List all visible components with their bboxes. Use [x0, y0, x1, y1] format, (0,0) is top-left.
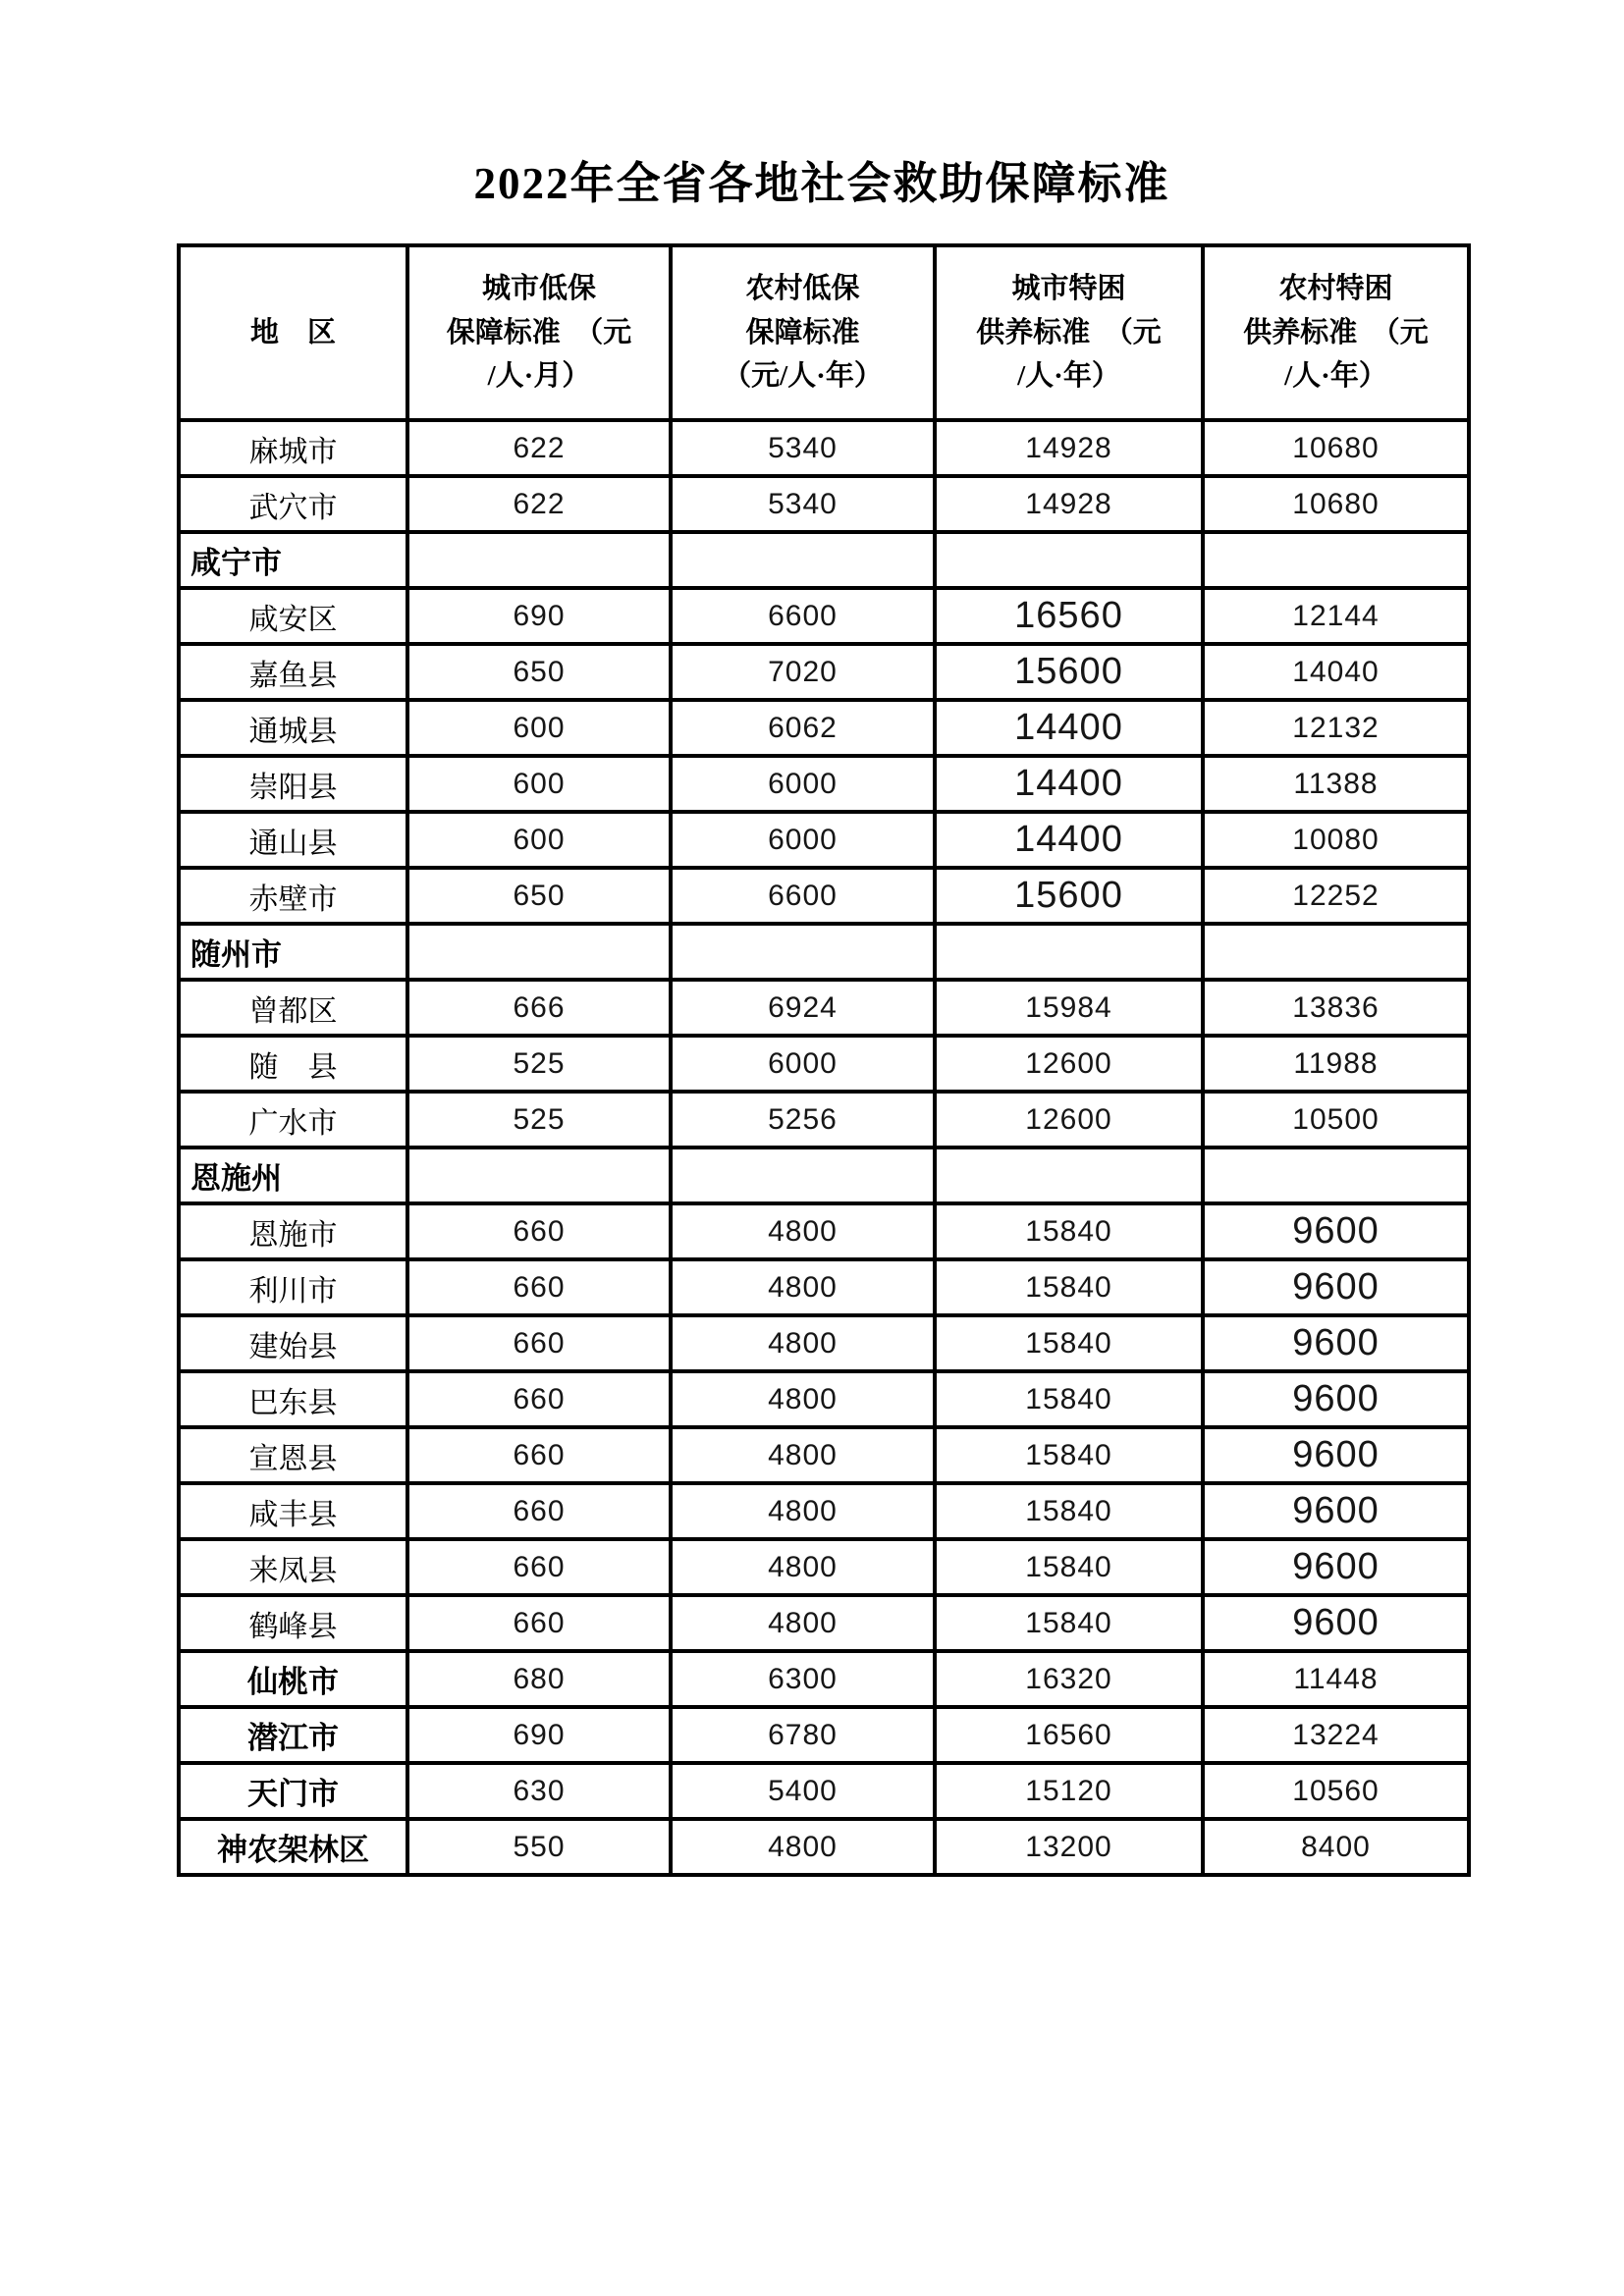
region-cell: 巴东县	[179, 1371, 407, 1427]
table-row	[179, 1539, 1469, 1595]
value-cell: 6780	[671, 1707, 935, 1763]
region-cell: 赤壁市	[179, 868, 407, 924]
table-row	[179, 756, 1469, 812]
value-cell: 6000	[671, 1036, 935, 1092]
value-cell: 4800	[671, 1315, 935, 1371]
region-cell: 广水市	[179, 1092, 407, 1148]
value-cell: 9600	[1203, 1203, 1469, 1259]
value-cell: 12252	[1203, 868, 1469, 924]
region-cell: 曾都区	[179, 980, 407, 1036]
value-cell: 660	[407, 1483, 671, 1539]
table-row	[179, 420, 1469, 476]
table-row	[179, 1427, 1469, 1483]
header-row	[179, 245, 1469, 420]
value-cell: 600	[407, 756, 671, 812]
value-cell: 622	[407, 476, 671, 532]
value-cell: 15600	[935, 644, 1203, 700]
value-cell: 12132	[1203, 700, 1469, 756]
value-cell: 12144	[1203, 588, 1469, 644]
value-cell: 10680	[1203, 420, 1469, 476]
value-cell: 14400	[935, 812, 1203, 868]
value-cell: 4800	[671, 1371, 935, 1427]
region-cell: 随州市	[179, 924, 407, 980]
table-row	[179, 1203, 1469, 1259]
value-cell: 5400	[671, 1763, 935, 1819]
value-cell: 8400	[1203, 1819, 1469, 1875]
region-cell: 仙桃市	[179, 1651, 407, 1707]
value-cell	[671, 924, 935, 980]
table-row	[179, 1595, 1469, 1651]
value-cell: 15120	[935, 1763, 1203, 1819]
value-cell: 650	[407, 644, 671, 700]
value-cell: 650	[407, 868, 671, 924]
value-cell: 11448	[1203, 1651, 1469, 1707]
value-cell: 14928	[935, 476, 1203, 532]
value-cell: 9600	[1203, 1371, 1469, 1427]
value-cell	[1203, 1148, 1469, 1203]
value-cell: 13224	[1203, 1707, 1469, 1763]
value-cell	[935, 1148, 1203, 1203]
region-cell: 武穴市	[179, 476, 407, 532]
value-cell: 550	[407, 1819, 671, 1875]
value-cell: 660	[407, 1427, 671, 1483]
value-cell: 15840	[935, 1315, 1203, 1371]
value-cell	[1203, 532, 1469, 588]
region-cell: 通山县	[179, 812, 407, 868]
value-cell: 10080	[1203, 812, 1469, 868]
value-cell	[935, 532, 1203, 588]
value-cell: 15840	[935, 1259, 1203, 1315]
value-cell: 4800	[671, 1539, 935, 1595]
value-cell: 660	[407, 1259, 671, 1315]
region-cell: 咸安区	[179, 588, 407, 644]
region-cell: 随 县	[179, 1036, 407, 1092]
value-cell: 9600	[1203, 1539, 1469, 1595]
value-cell: 10680	[1203, 476, 1469, 532]
region-cell: 恩施州	[179, 1148, 407, 1203]
value-cell: 7020	[671, 644, 935, 700]
value-cell: 9600	[1203, 1315, 1469, 1371]
value-cell	[671, 532, 935, 588]
value-cell: 4800	[671, 1819, 935, 1875]
region-cell: 来凤县	[179, 1539, 407, 1595]
group-row	[179, 532, 1469, 588]
region-cell: 麻城市	[179, 420, 407, 476]
value-cell: 666	[407, 980, 671, 1036]
value-cell: 5256	[671, 1092, 935, 1148]
value-cell	[407, 1148, 671, 1203]
value-cell: 15840	[935, 1371, 1203, 1427]
value-cell: 15840	[935, 1483, 1203, 1539]
value-cell: 6000	[671, 756, 935, 812]
table-row	[179, 588, 1469, 644]
table-row	[179, 1371, 1469, 1427]
value-cell: 15984	[935, 980, 1203, 1036]
region-cell: 宣恩县	[179, 1427, 407, 1483]
value-cell: 4800	[671, 1203, 935, 1259]
value-cell: 660	[407, 1203, 671, 1259]
value-cell: 660	[407, 1371, 671, 1427]
value-cell: 15840	[935, 1539, 1203, 1595]
table-row	[179, 868, 1469, 924]
value-cell: 14040	[1203, 644, 1469, 700]
value-cell: 6600	[671, 588, 935, 644]
standards-table	[177, 243, 1471, 1877]
value-cell: 4800	[671, 1427, 935, 1483]
region-cell: 恩施市	[179, 1203, 407, 1259]
value-cell: 6300	[671, 1651, 935, 1707]
value-cell: 14400	[935, 756, 1203, 812]
value-cell	[671, 1148, 935, 1203]
value-cell: 15840	[935, 1595, 1203, 1651]
value-cell: 660	[407, 1539, 671, 1595]
value-cell: 9600	[1203, 1595, 1469, 1651]
table-row	[179, 1036, 1469, 1092]
value-cell: 9600	[1203, 1483, 1469, 1539]
value-cell: 6600	[671, 868, 935, 924]
value-cell: 15600	[935, 868, 1203, 924]
value-cell: 660	[407, 1595, 671, 1651]
table-row	[179, 476, 1469, 532]
value-cell	[407, 924, 671, 980]
header-rural-tekun: 农村特困 供养标准 （元 /人·年）	[1203, 245, 1469, 420]
value-cell: 5340	[671, 476, 935, 532]
value-cell: 15840	[935, 1203, 1203, 1259]
region-cell: 天门市	[179, 1763, 407, 1819]
value-cell: 6000	[671, 812, 935, 868]
region-cell: 潜江市	[179, 1707, 407, 1763]
value-cell: 690	[407, 1707, 671, 1763]
table-body	[179, 420, 1469, 1875]
value-cell: 525	[407, 1092, 671, 1148]
table-row	[179, 1259, 1469, 1315]
value-cell: 5340	[671, 420, 935, 476]
value-cell: 622	[407, 420, 671, 476]
region-cell: 咸宁市	[179, 532, 407, 588]
region-cell: 通城县	[179, 700, 407, 756]
region-cell: 鹤峰县	[179, 1595, 407, 1651]
page-title: 2022年全省各地社会救助保障标准	[473, 159, 1170, 208]
value-cell: 660	[407, 1315, 671, 1371]
value-cell: 16560	[935, 1707, 1203, 1763]
value-cell: 12600	[935, 1036, 1203, 1092]
value-cell: 600	[407, 812, 671, 868]
value-cell: 10500	[1203, 1092, 1469, 1148]
table-row	[179, 1651, 1469, 1707]
value-cell: 9600	[1203, 1259, 1469, 1315]
value-cell	[407, 532, 671, 588]
value-cell: 690	[407, 588, 671, 644]
region-cell: 崇阳县	[179, 756, 407, 812]
value-cell: 14400	[935, 700, 1203, 756]
region-cell: 神农架林区	[179, 1819, 407, 1875]
table-row	[179, 980, 1469, 1036]
value-cell: 11988	[1203, 1036, 1469, 1092]
header-urban-tekun: 城市特困 供养标准 （元 /人·年）	[935, 245, 1203, 420]
region-cell: 嘉鱼县	[179, 644, 407, 700]
header-region: 地 区	[179, 245, 407, 420]
value-cell: 600	[407, 700, 671, 756]
value-cell: 15840	[935, 1427, 1203, 1483]
value-cell: 630	[407, 1763, 671, 1819]
group-row	[179, 1148, 1469, 1203]
table-row	[179, 1483, 1469, 1539]
table-row	[179, 1819, 1469, 1875]
region-cell: 咸丰县	[179, 1483, 407, 1539]
value-cell: 680	[407, 1651, 671, 1707]
table-row	[179, 1707, 1469, 1763]
value-cell: 6924	[671, 980, 935, 1036]
value-cell: 6062	[671, 700, 935, 756]
table-row	[179, 1763, 1469, 1819]
table-row	[179, 1092, 1469, 1148]
header-urban-dibao: 城市低保 保障标准 （元 /人·月）	[407, 245, 671, 420]
region-cell: 利川市	[179, 1259, 407, 1315]
value-cell: 16320	[935, 1651, 1203, 1707]
value-cell	[1203, 924, 1469, 980]
value-cell: 11388	[1203, 756, 1469, 812]
value-cell: 13200	[935, 1819, 1203, 1875]
table-row	[179, 812, 1469, 868]
region-cell: 建始县	[179, 1315, 407, 1371]
value-cell: 10560	[1203, 1763, 1469, 1819]
value-cell: 4800	[671, 1259, 935, 1315]
table-row	[179, 644, 1469, 700]
value-cell: 13836	[1203, 980, 1469, 1036]
value-cell: 12600	[935, 1092, 1203, 1148]
value-cell	[935, 924, 1203, 980]
value-cell: 9600	[1203, 1427, 1469, 1483]
table-row	[179, 1315, 1469, 1371]
group-row	[179, 924, 1469, 980]
value-cell: 525	[407, 1036, 671, 1092]
header-rural-dibao: 农村低保 保障标准 （元/人·年）	[671, 245, 935, 420]
value-cell: 16560	[935, 588, 1203, 644]
table-row	[179, 700, 1469, 756]
value-cell: 4800	[671, 1483, 935, 1539]
value-cell: 14928	[935, 420, 1203, 476]
value-cell: 4800	[671, 1595, 935, 1651]
